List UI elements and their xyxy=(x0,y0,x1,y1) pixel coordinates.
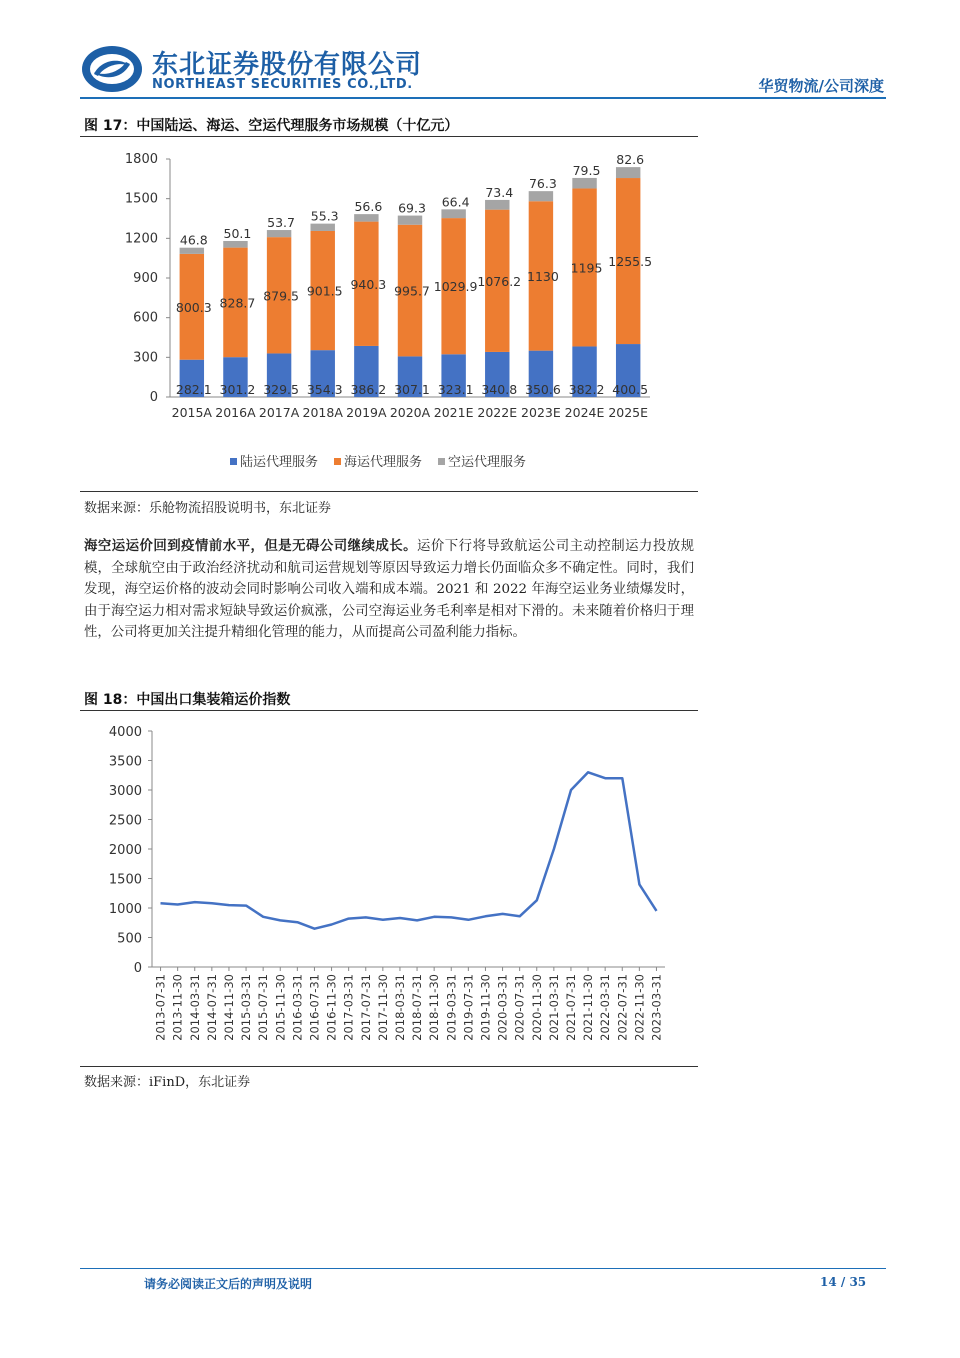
bar-segment xyxy=(441,209,465,218)
data-label: 995.7 xyxy=(394,283,430,299)
figure17-source: 数据来源：乐舱物流招股说明书，东北证券 xyxy=(84,501,332,516)
x-tick-label: 2019-03-31 xyxy=(444,974,459,1041)
data-label: 828.7 xyxy=(219,295,256,311)
y-tick-label: 600 xyxy=(133,310,158,326)
x-tick-label: 2017A xyxy=(258,405,300,420)
y-tick-label: 0 xyxy=(149,390,158,405)
legend-swatch xyxy=(334,458,341,465)
header-rule xyxy=(80,97,886,99)
x-tick-label: 2015-11-30 xyxy=(273,974,288,1041)
x-tick-label: 2022E xyxy=(477,405,518,420)
x-tick-label: 2021-11-30 xyxy=(581,974,596,1041)
data-label: 382.2 xyxy=(568,382,605,397)
data-label: 82.6 xyxy=(616,152,645,168)
y-tick-label: 1200 xyxy=(124,231,158,247)
x-tick-label: 2020A xyxy=(389,405,431,420)
figure17-title: 图 17：中国陆运、海运、空运代理服务市场规模（十亿元） xyxy=(84,118,459,134)
x-tick-label: 2014-03-31 xyxy=(187,974,202,1041)
x-tick-label: 2018-07-31 xyxy=(410,974,425,1041)
data-label: 53.7 xyxy=(267,215,296,231)
figure18-title: 图 18：中国出口集装箱运价指数 xyxy=(84,692,291,708)
x-tick-label: 2019-11-30 xyxy=(478,974,493,1041)
figure18-bottom-rule xyxy=(80,1066,698,1067)
x-tick-label: 2021-03-31 xyxy=(546,974,561,1041)
index-line xyxy=(161,772,657,928)
y-tick-label: 300 xyxy=(133,350,158,366)
footer-note: 请务必阅读正文后的声明及说明 xyxy=(144,1277,313,1291)
x-tick-label: 2016-07-31 xyxy=(307,974,322,1041)
footer-rule xyxy=(80,1268,886,1269)
data-label: 307.1 xyxy=(394,382,430,397)
x-tick-label: 2022-07-31 xyxy=(615,974,630,1041)
data-label: 76.3 xyxy=(528,176,557,192)
data-label: 879.5 xyxy=(263,288,299,304)
y-tick-label: 1800 xyxy=(124,152,158,167)
x-tick-label: 2021E xyxy=(433,405,474,420)
data-label: 350.6 xyxy=(525,382,561,397)
data-label: 1076.2 xyxy=(477,273,522,289)
y-tick-label: 2000 xyxy=(108,843,142,858)
x-tick-label: 2018-03-31 xyxy=(392,974,407,1041)
bar-segment xyxy=(616,167,640,178)
x-tick-label: 2021-07-31 xyxy=(563,974,578,1041)
bar-segment xyxy=(354,214,378,221)
x-tick-label: 2017-11-30 xyxy=(375,974,390,1041)
x-tick-label: 2019A xyxy=(346,405,387,420)
company-name-en: NORTHEAST SECURITIES CO.,LTD. xyxy=(152,77,413,92)
x-tick-label: 2024E xyxy=(564,405,605,420)
x-tick-label: 2017-07-31 xyxy=(358,974,373,1041)
data-label: 46.8 xyxy=(179,232,208,248)
legend-swatch xyxy=(438,458,445,465)
x-tick-label: 2022-03-31 xyxy=(598,974,613,1041)
data-label: 901.5 xyxy=(306,283,343,299)
bar-segment xyxy=(529,191,553,201)
data-label: 323.1 xyxy=(437,382,474,397)
x-tick-label: 2014-07-31 xyxy=(204,974,219,1041)
data-label: 1195 xyxy=(570,260,603,276)
bar-segment xyxy=(223,241,247,248)
page-number: 14 / 35 xyxy=(820,1275,867,1289)
data-label: 301.2 xyxy=(219,382,256,397)
body-paragraph xyxy=(84,536,694,644)
x-tick-label: 2015A xyxy=(171,405,213,420)
data-label: 50.1 xyxy=(223,225,252,241)
data-label: 282.1 xyxy=(175,382,212,397)
figure18-source: 数据来源：iFinD，东北证券 xyxy=(84,1075,251,1090)
legend-label: 海运代理服务 xyxy=(344,455,423,470)
figure17-chart xyxy=(80,140,700,490)
x-tick-label: 2023-03-31 xyxy=(649,974,664,1041)
y-tick-label: 1500 xyxy=(124,191,158,207)
x-tick-label: 2018A xyxy=(302,405,343,420)
x-tick-label: 2023E xyxy=(521,405,561,420)
y-tick-label: 500 xyxy=(117,931,142,947)
data-label: 329.5 xyxy=(263,382,299,397)
x-tick-label: 2020-03-31 xyxy=(495,974,510,1041)
figure18-chart xyxy=(80,714,700,1066)
company-logo xyxy=(80,44,144,94)
y-tick-label: 0 xyxy=(133,961,142,976)
data-label: 800.3 xyxy=(175,299,212,315)
data-label: 55.3 xyxy=(310,208,339,224)
data-label: 940.3 xyxy=(350,276,387,292)
bar-segment xyxy=(267,230,291,237)
data-label: 1130 xyxy=(527,268,559,284)
data-label: 340.8 xyxy=(481,382,518,397)
y-tick-label: 900 xyxy=(133,271,158,286)
bar-segment xyxy=(311,224,335,231)
x-tick-label: 2022-11-30 xyxy=(632,974,647,1041)
figure18-top-rule xyxy=(80,710,698,711)
x-tick-label: 2015-07-31 xyxy=(256,974,271,1041)
y-tick-label: 4000 xyxy=(108,725,142,740)
x-tick-label: 2016-03-31 xyxy=(290,974,305,1041)
y-tick-label: 3000 xyxy=(108,784,142,799)
data-label: 73.4 xyxy=(485,184,514,200)
data-label: 354.3 xyxy=(306,382,343,397)
data-label: 400.5 xyxy=(612,382,649,397)
x-tick-label: 2013-07-31 xyxy=(153,974,168,1041)
x-tick-label: 2025E xyxy=(608,405,649,420)
data-label: 1029.9 xyxy=(433,279,478,295)
x-tick-label: 2020-07-31 xyxy=(512,974,527,1041)
y-tick-label: 1500 xyxy=(108,872,142,888)
x-tick-label: 2017-03-31 xyxy=(341,974,356,1041)
y-tick-label: 1000 xyxy=(108,902,142,917)
legend-swatch xyxy=(230,458,237,465)
legend-label: 空运代理服务 xyxy=(448,455,527,470)
y-tick-label: 3500 xyxy=(108,754,142,770)
y-tick-label: 2500 xyxy=(108,813,142,829)
data-label: 386.2 xyxy=(350,382,387,397)
paragraph-body: 运价下行将导致航运公司主动控制运力投放规模，全球航空由于政治经济扰动和航司运营规划等原因导致运力增长仍面临众多不确定性。同时，我们发现，海空运价格的波动会同时影响公司收入端和成本端。2021 和 2022 年海空运业务业绩爆发时，由于海空运力相对需求短缺导致运价疯涨，公司空海运业务毛利率是相对下滑的。未来随着价格归于理性，公司将更加关注提升精细化管理的能力，从而提高公司盈利能力指标。 xyxy=(84,539,695,640)
legend-label: 陆运代理服务 xyxy=(240,455,319,470)
data-label: 66.4 xyxy=(441,194,470,210)
x-tick-label: 2016-11-30 xyxy=(324,974,339,1041)
report-tag: 华贸物流/公司深度 xyxy=(758,77,884,95)
x-tick-label: 2013-11-30 xyxy=(170,974,185,1041)
x-tick-label: 2015-03-31 xyxy=(239,974,254,1041)
data-label: 69.3 xyxy=(398,200,426,216)
data-label: 56.6 xyxy=(354,199,383,215)
x-tick-label: 2019-07-31 xyxy=(461,974,476,1041)
figure17-bottom-rule xyxy=(80,491,698,492)
data-label: 1255.5 xyxy=(608,254,653,270)
bar-segment xyxy=(398,216,422,225)
bar-segment xyxy=(180,248,204,254)
data-label: 79.5 xyxy=(572,162,601,178)
x-tick-label: 2020-11-30 xyxy=(529,974,544,1041)
company-name-cn: 东北证券股份有限公司 xyxy=(152,50,423,80)
x-tick-label: 2018-11-30 xyxy=(427,974,442,1041)
bar-segment xyxy=(572,178,596,189)
paragraph-lead: 海空运运价回到疫情前水平，但是无碍公司继续成长。 xyxy=(84,539,417,554)
x-tick-label: 2014-11-30 xyxy=(221,974,236,1041)
bar-segment xyxy=(485,200,509,210)
figure17-top-rule xyxy=(80,136,698,137)
x-tick-label: 2016A xyxy=(215,405,256,420)
